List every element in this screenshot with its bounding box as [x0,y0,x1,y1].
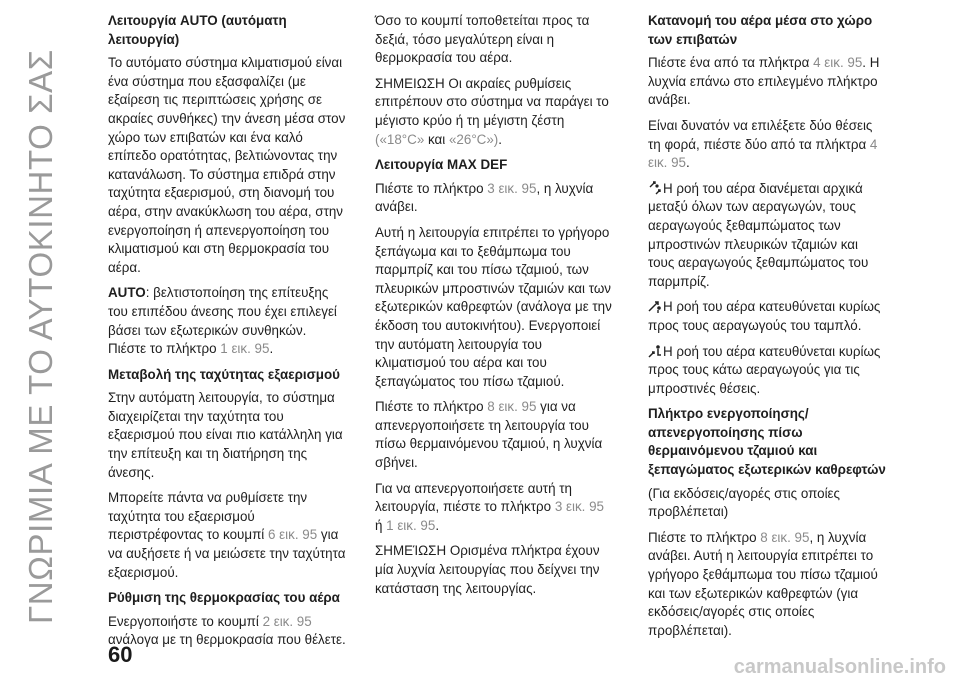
auto-label: AUTO [108,285,146,301]
figure-ref: 4 εικ. 95 [648,136,878,171]
figure-ref: 4 εικ. 95 [813,55,863,71]
heading-fan-speed: Μεταβολή της ταχύτητας εξαερισμού [108,366,340,382]
paragraph-versions-note: (Για εκδόσεις/αγορές στις οποίες προβλέπεται) [648,485,840,520]
paragraph-airflow-all: Η ροή του αέρα διανέμεται αρχικά μεταξύ όλων των αεραγωγών, τους αεραγωγούς ξεθαμπώματος των μπροστινών πλευρικών τζαμιών και τους αεραγωγούς ξεθαμπώματος του παρμπρίζ. [648,180,869,289]
figure-ref: 1 εικ. 95 [220,341,270,357]
heading-temperature: Ρύθμιση της θερμοκρασίας του αέρα [108,590,340,606]
paragraph-airflow-feet: Η ροή του αέρα κατευθύνεται κυρίως προς τους κάτω αεραγωγούς για τις μπροστινές θέσεις. [648,343,881,396]
paragraph-airflow-dashboard: Η ροή του αέρα κατευθύνεται κυρίως προς τους αεραγωγούς του ταμπλό. [648,299,881,333]
figure-ref: 8 εικ. 95 [487,399,537,415]
figure-ref: 3 εικ. 95 [554,499,604,515]
figure-ref: 1 εικ. 95 [386,517,436,533]
airflow-dashboard-icon [648,299,662,313]
paragraph-rear-window-off: Πιέστε το πλήκτρο 8 εικ. 95 για να απενεργοποιήσετε τη λειτουργία του πίσω θερμαινόμενου τζαμιού, η λυχνία σβήνει. [375,399,603,471]
figure-ref: 2 εικ. 95 [262,613,312,629]
paragraph-auto-description: Το αυτόματο σύστημα κλιματισμού είναι ένα σύστημα που εξασφαλίζει (με εξαίρεση τις περιπτώσεις χρήσης σε ακραίες συνθήκες) την άνεση μέσα στον χώρο των επιβατών και ένα καλό επίπεδο ορατότητας, βελτιώνοντας την κατανάλωση. Το σύστημα επιδρά στην ταχύτητα εξαερισμού, στη διανομή του αέρα, στην ανακύκλωση του αέρα, στην ενεργοποίηση ή απενεργοποίηση του κλιματισμού και στη θερμοκρασία του αέρα. [108,55,346,275]
heading-rear-window-button: Πλήκτρο ενεργοποίησης/ απενεργοποίησης πίσω θερμαινόμενου τζαμιού και ξεπαγώματος εξωτερικών καθρεφτών [648,406,886,478]
paragraph-two-positions: Είναι δυνατόν να επιλέξετε δύο θέσεις τη φορά, πιέστε δύο από τα πλήκτρα 4 εικ. 95. [648,117,878,171]
airflow-windscreen-feet-icon [648,181,662,195]
paragraph-fan-knob: Μπορείτε πάντα να ρυθμίσετε την ταχύτητα του εξαερισμού περιστρέφοντας το κουμπί 6 εικ. 95 για να αυξήσετε ή να μειώσετε την ταχύτητα εξαερισμού. [108,490,346,580]
column-1 [108,12,348,657]
page-number: 60 [108,642,133,667]
heading-air-distribution: Κατανομή του αέρα μέσα στο χώρο των επιβατών [648,13,873,47]
paragraph-auto-button: AUTO: βελτιστοποίηση της επίτευξης του επιπέδου άνεσης που έχει επιλεγεί βάσει των εξωτερικών συνθηκών. Πιέστε το πλήκτρο 1 εικ. 95. [108,285,337,357]
paragraph-distribution-press: Πιέστε ένα από τα πλήκτρα 4 εικ. 95. Η λυχνία επάνω στο επιλεγμένο πλήκτρο ανάβει. [648,55,880,108]
watermark: carmanualsonline.info [733,656,946,678]
column-2 [375,12,615,605]
heading-max-def: Λειτουργία MAX DEF [375,157,508,173]
figure-ref: 3 εικ. 95 [487,180,537,196]
paragraph-note-extreme-settings: ΣΗΜΕΙΩΣΗ Οι ακραίες ρυθμίσεις επιτρέπουν στο σύστημα να παράγει το μέγιστο κρύο ή τη μέγιστη ζέστη («18°C» και «26°C»). [375,75,609,147]
column-3 [648,12,888,647]
paragraph-temperature-direction: Όσο το κουμπί τοποθετείται προς τα δεξιά, τόσο μεγαλύτερη είναι η θερμοκρασία του αέρα. [375,13,590,66]
figure-ref: 6 εικ. 95 [268,527,318,543]
side-section-title [2,14,80,624]
airflow-feet-icon [648,344,662,358]
heading-auto-mode: Λειτουργία AUTO (αυτόματη λειτουργία) [108,13,287,47]
side-title-text: ΓΝΩΡΙΜΙΑ ΜΕ ΤΟ ΑΥΤΟΚΙΝΗΤΟ ΣΑΣ [22,49,59,624]
paragraph-temperature-knob: Ενεργοποιήστε το κουμπί 2 εικ. 95 ανάλογα με τη θερμοκρασία που θέλετε. [108,613,346,648]
paragraph-max-def-description: Αυτή η λειτουργία επιτρέπει το γρήγορο ξεπάγωμα και το ξεθάμπωμα του παρμπρίζ και του πίσω τζαμιού, των πλευρικών μπροστινών τζαμιών και των εξωτερικών καθρεφτών (ανάλογα με την έκδοση του αυτοκινήτου). Ενεργοποιεί την αυτόματη λειτουργία του κλιματισμού του αέρα και του ξεπαγώματος του πίσω τζαμιού. [375,224,612,389]
paragraph-rear-window-press: Πιέστε το πλήκτρο 8 εικ. 95, η λυχνία ανάβει. Αυτή η λειτουργία επιτρέπει το γρήγορο ξεθάμπωμα του πίσω τζαμιού και των εξωτερικών καθρεφτών (για εκδόσεις/αγορές στις οποίες προβλέπεται). [648,529,878,638]
figure-ref: 8 εικ. 95 [760,529,810,545]
paragraph-max-def-off: Για να απενεργοποιήσετε αυτή τη λειτουργία, πιέστε το πλήκτρο 3 εικ. 95 ή 1 εικ. 95. [375,480,604,533]
paragraph-max-def-press: Πιέστε το πλήκτρο 3 εικ. 95, η λυχνία ανάβει. [375,180,594,215]
paragraph-fan-auto: Στην αυτόματη λειτουργία, το σύστημα διαχειρίζεται την ταχύτητα του εξαερισμού που είναι πιο κατάλληλη για την επίτευξη και τη διατήρηση της άνεσης. [108,390,343,480]
paragraph-note-indicator: ΣΗΜΕΊΩΣΗ Ορισμένα πλήκτρα έχουν μία λυχνία λειτουργίας που δείχνει την κατάσταση της λειτουργίας. [375,543,600,596]
